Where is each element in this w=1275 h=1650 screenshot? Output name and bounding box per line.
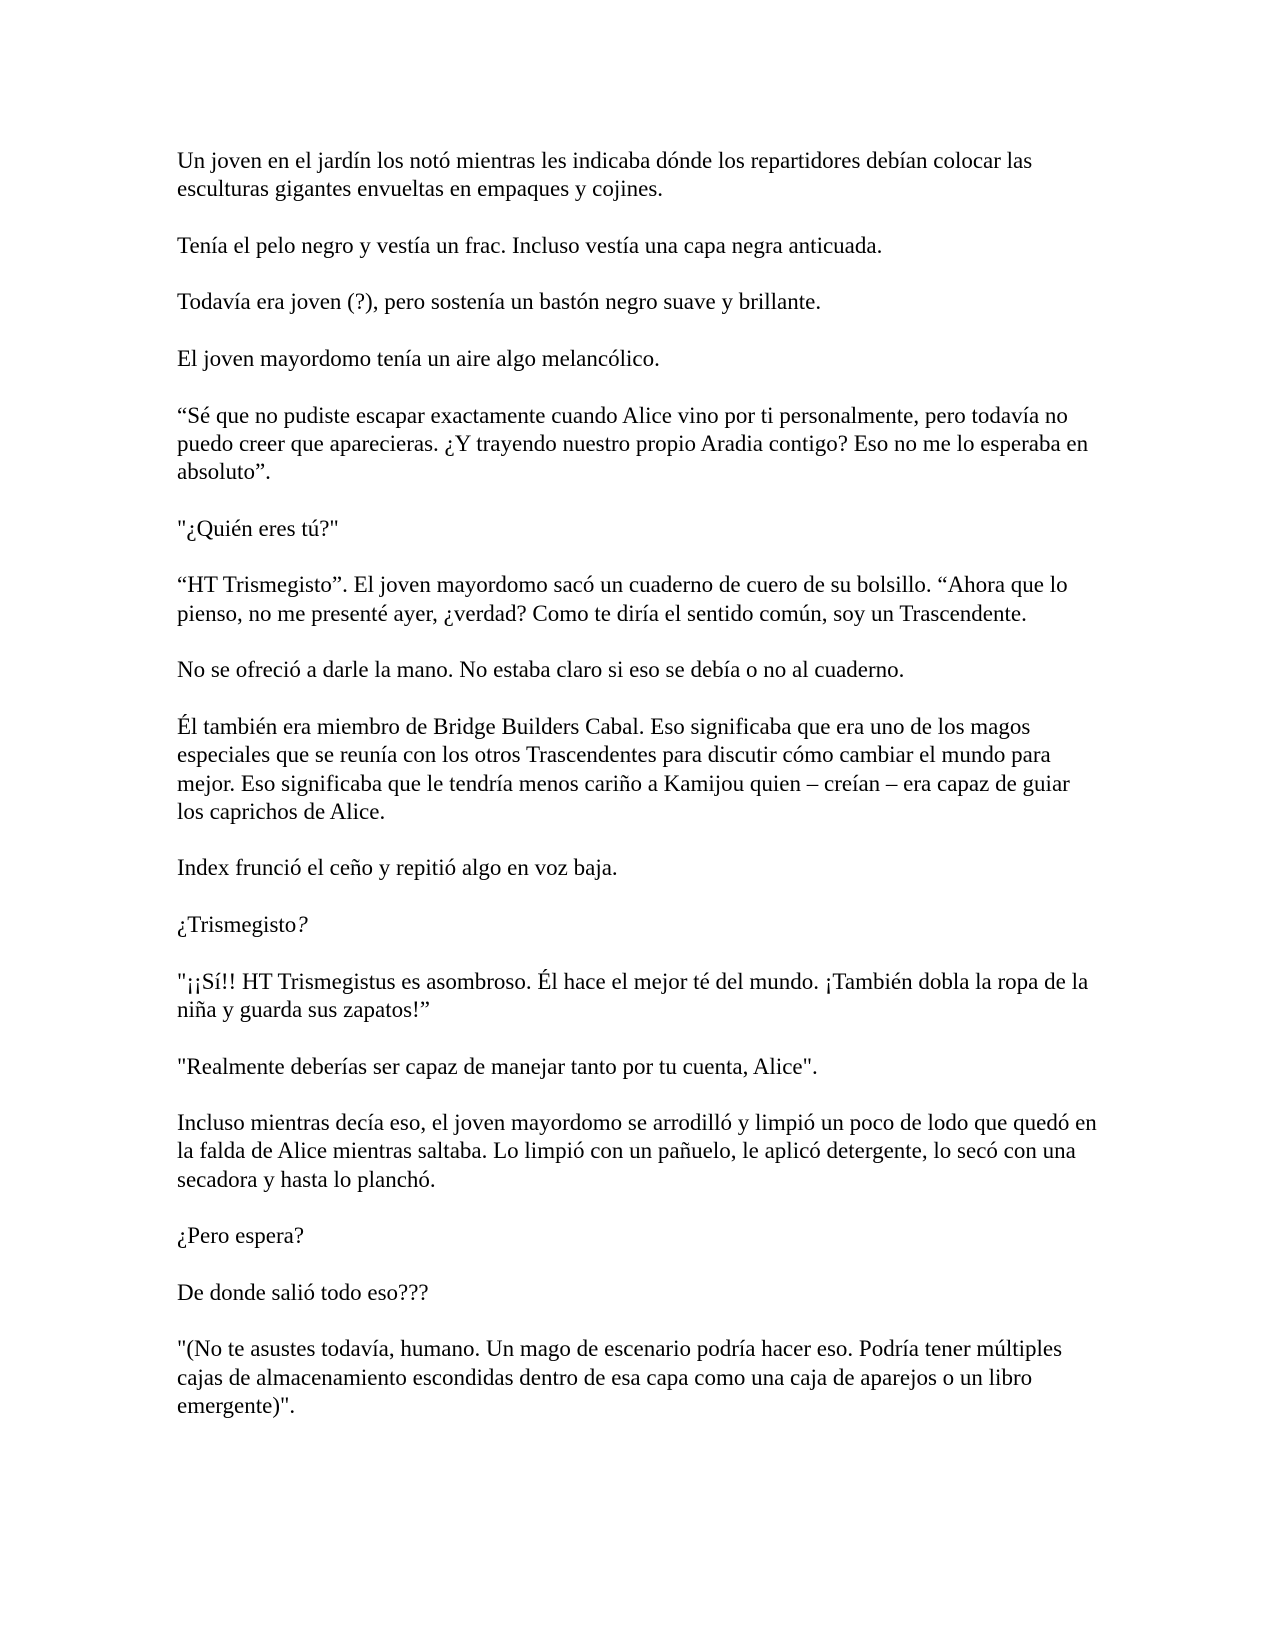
paragraph: "¡¡Sí!! HT Trismegistus es asombroso. Él hace el mejor té del mundo. ¡También dobla la ropa de la niña y guarda sus zapatos!” [177,968,1089,1022]
document-page [177,147,1102,1420]
paragraph: El joven mayordomo tenía un aire algo melancólico. [177,346,660,372]
paragraph [177,911,1102,939]
paragraph: “Sé que no pudiste escapar exactamente cuando Alice vino por ti personalmente, pero todavía no puedo creer que aparecieras. ¿Y trayendo nuestro propio Aradia contigo? Eso no me lo esperaba en absoluto”. [177,402,1089,485]
paragraph: "Realmente deberías ser capaz de manejar tanto por tu cuenta, Alice". [177,1053,818,1079]
paragraph: “HT Trismegisto”. El joven mayordomo sacó un cuaderno de cuero de su bolsillo. “Ahora que lo pienso, no me presenté ayer, ¿verdad? Como te diría el sentido común, soy un Trascendente. [177,572,1068,626]
paragraph: ¿Pero espera? [177,1223,305,1249]
paragraph: "(No te asustes todavía, humano. Un mago de escenario podría hacer eso. Podría tener múltiples cajas de almacenamiento escondidas dentro de esa capa como una caja de aparejos o un libro emergente)". [177,1336,1063,1419]
paragraph: Index frunció el ceño y repitió algo en voz baja. [177,855,618,881]
paragraph: Un joven en el jardín los notó mientras les indicaba dónde los repartidores debían colocar las esculturas gigantes envueltas en empaques y cojines. [177,148,1033,202]
italic-question-mark: ? [296,912,308,938]
paragraph: Todavía era joven (?), pero sostenía un bastón negro suave y brillante. [177,289,822,315]
paragraph-text: ¿Trismegisto [177,912,297,938]
paragraph: "¿Quién eres tú?" [177,515,339,541]
paragraph: De donde salió todo eso??? [177,1279,429,1305]
paragraph: Incluso mientras decía eso, el joven mayordomo se arrodilló y limpió un poco de lodo que quedó en la falda de Alice mientras saltaba. Lo limpió con un pañuelo, le aplicó detergente, lo secó con una secadora y hasta lo planchó. [177,1110,1097,1192]
paragraph: No se ofreció a darle la mano. No estaba claro si eso se debía o no al cuaderno. [177,657,905,683]
paragraph: Tenía el pelo negro y vestía un frac. Incluso vestía una capa negra anticuada. [177,232,883,258]
paragraph: Él también era miembro de Bridge Builders Cabal. Eso significaba que era uno de los magos especiales que se reunía con los otros Trascendentes para discutir cómo cambiar el mundo para mejor. Eso significaba que le tendría menos cariño a Kamijou quien – creían – era capaz de guiar los caprichos de Alice. [177,713,1070,824]
